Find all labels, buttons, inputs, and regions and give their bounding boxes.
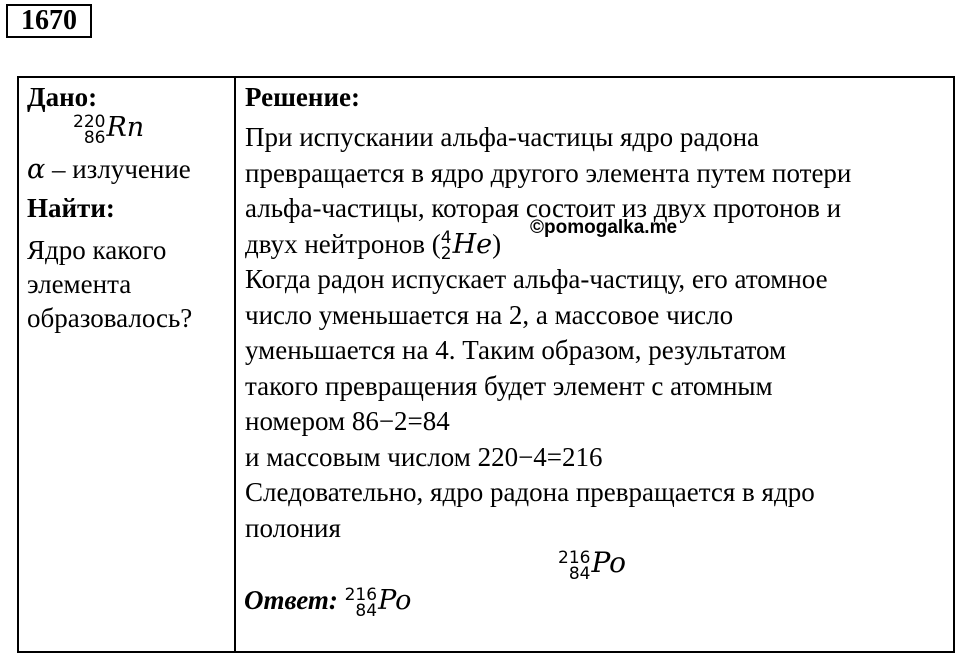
solution-line: уменьшается на 4. Таким образом, результатом bbox=[245, 335, 787, 366]
column-divider bbox=[234, 78, 236, 651]
solution-line: такого превращения будет элемент с атомным bbox=[245, 370, 773, 401]
solution-line: полония bbox=[245, 512, 341, 543]
solution-line: альфа-частицы, которая состоит из двух протонов и bbox=[245, 193, 842, 223]
nuclide-charge: 86 bbox=[83, 127, 106, 148]
solution-line: и массовым числом 220−4=216 bbox=[245, 441, 603, 472]
result-nuclide bbox=[558, 546, 626, 582]
answer-label: Ответ: bbox=[244, 585, 338, 615]
solution-line: При испускании альфа-частицы ядро радона bbox=[245, 122, 760, 152]
result-charge: 84 bbox=[568, 563, 591, 584]
alpha-text: – излучение bbox=[45, 154, 191, 184]
question-line: Ядро какого bbox=[27, 235, 167, 265]
helium-close: ) bbox=[492, 228, 502, 259]
question-line: образовалось? bbox=[27, 303, 193, 333]
given-alpha bbox=[27, 154, 227, 185]
result-indices bbox=[558, 547, 591, 584]
helium-mass: 4 bbox=[440, 228, 452, 249]
answer bbox=[244, 585, 411, 619]
nuclide-mass: 220 bbox=[73, 111, 106, 132]
problem-number: 1670 bbox=[6, 4, 92, 38]
solution-heading: Решение: bbox=[245, 82, 360, 112]
nuclide-symbol: Rn bbox=[106, 112, 145, 143]
answer-mass: 216 bbox=[344, 584, 378, 605]
solution-column bbox=[245, 82, 945, 546]
helium-charge: 2 bbox=[440, 244, 452, 265]
task-table bbox=[17, 76, 955, 653]
solution-line: превращается в ядро другого элемента путем потери bbox=[245, 157, 852, 188]
solution-line: Следовательно, ядро радона превращается в ядро bbox=[245, 477, 815, 508]
find-heading: Найти: bbox=[27, 193, 115, 223]
helium-indices bbox=[440, 228, 452, 265]
nuclide-indices bbox=[73, 111, 106, 148]
result-symbol: Po bbox=[591, 546, 627, 579]
solution-line: Когда радон испускает альфа-частицу, его атомное bbox=[245, 264, 828, 295]
watermark: ©pomogalka.me bbox=[530, 217, 678, 238]
answer-charge: 84 bbox=[355, 600, 378, 621]
question-line: элемента bbox=[27, 269, 132, 299]
helium-symbol: He bbox=[452, 228, 493, 260]
result-mass: 216 bbox=[558, 547, 591, 568]
solution-line: номером 86−2=84 bbox=[245, 406, 450, 437]
alpha-symbol: α bbox=[27, 154, 46, 185]
given-nuclide bbox=[27, 112, 227, 152]
solution-line: число уменьшается на 2, а массовое число bbox=[245, 299, 734, 330]
solution-line-text: двух нейтронов ( bbox=[245, 228, 441, 259]
given-heading: Дано: bbox=[27, 82, 98, 112]
answer-symbol: Po bbox=[378, 585, 412, 616]
question bbox=[27, 233, 227, 335]
given-column bbox=[27, 82, 227, 335]
answer-indices bbox=[344, 584, 378, 621]
